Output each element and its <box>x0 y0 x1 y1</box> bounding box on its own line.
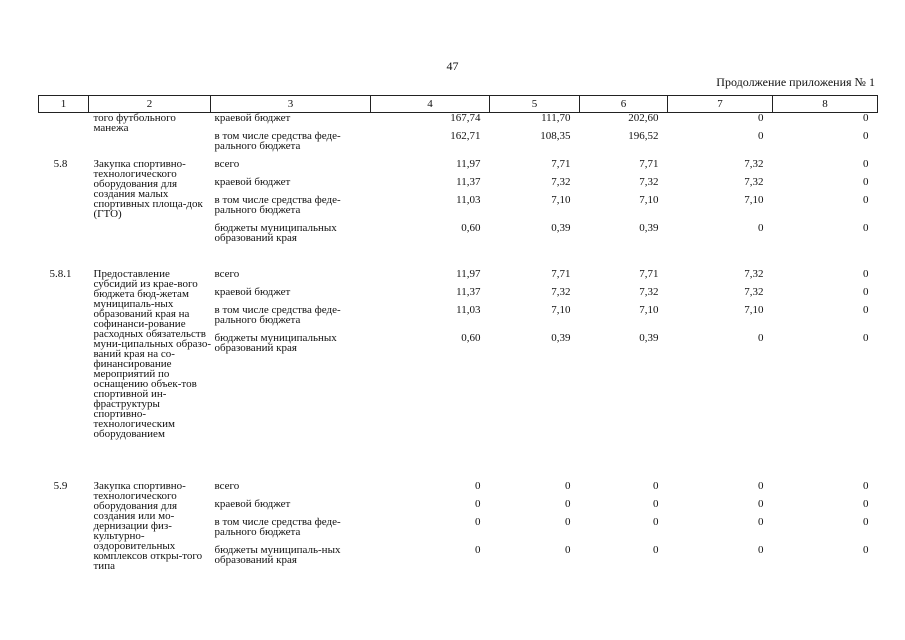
value-cell: 167,74 <box>450 112 481 124</box>
value-cell: 0 <box>863 222 869 234</box>
item-name-cell <box>89 113 211 160</box>
value-cell: 0 <box>653 498 659 510</box>
value-cell: 11,03 <box>456 304 481 316</box>
value-cell: 7,71 <box>551 158 571 170</box>
item-name: того футбольного манежа <box>93 112 176 134</box>
header-cell: 6 <box>580 96 668 113</box>
header-cell: 1 <box>39 96 89 113</box>
value-cell: 0 <box>653 544 659 556</box>
value-cell: 0 <box>565 498 571 510</box>
table-row <box>39 113 878 132</box>
value-cell: 7,32 <box>744 268 764 280</box>
value-cell: 0 <box>758 498 764 510</box>
value-cell: 0 <box>565 480 571 492</box>
value-cell: 11,97 <box>456 268 481 280</box>
value-cell: 0 <box>863 130 869 142</box>
value-cell: 7,32 <box>744 286 764 298</box>
item-code: 5.8.1 <box>49 268 72 280</box>
value-cell: 0 <box>863 176 869 188</box>
value-cell: 0 <box>653 516 659 528</box>
value-cell: 7,71 <box>639 268 659 280</box>
value-cell: 0 <box>758 222 764 234</box>
value-cell: 7,10 <box>551 304 571 316</box>
value-cell: 202,60 <box>628 112 659 124</box>
item-name: Закупка спортивно-технологического оборудования для создания или мо-дернизации физ-культурно-оздоровительных комплексов откры-того типа <box>93 480 203 572</box>
value-cell: 0 <box>653 480 659 492</box>
table-row <box>39 159 878 177</box>
value-cell: 0,39 <box>551 222 571 234</box>
value-cell: 7,10 <box>639 194 659 206</box>
table-row <box>39 269 878 287</box>
value-cell: 7,32 <box>744 158 764 170</box>
value-cell: 7,32 <box>639 176 659 188</box>
funding-source: всего <box>214 158 240 170</box>
value-cell: 7,71 <box>639 158 659 170</box>
value-cell: 0 <box>758 544 764 556</box>
value-cell: 11,97 <box>456 158 481 170</box>
value-cell: 0 <box>758 130 764 142</box>
value-cell: 0 <box>863 544 869 556</box>
page-number: 47 <box>446 59 459 73</box>
funding-source: краевой бюджет <box>214 176 291 188</box>
funding-source: всего <box>214 480 240 492</box>
item-code: 5.8 <box>53 158 68 170</box>
value-cell: 196,52 <box>628 130 659 142</box>
funding-source: в том числе средства феде-рального бюджета <box>214 516 341 538</box>
value-cell: 11,37 <box>456 286 481 298</box>
header-cell: 7 <box>668 96 773 113</box>
value-cell: 0,39 <box>551 332 571 344</box>
header-cell: 3 <box>211 96 371 113</box>
value-cell: 7,71 <box>551 268 571 280</box>
header-cell: 5 <box>490 96 580 113</box>
item-code <box>39 113 89 132</box>
item-name: Предоставление субсидий из крае-вого бюджета бюд-жетам муниципаль-ных образований края на софинанси-рование расходных обязательств муни-ципальных образо-ваний края на со-финансирование мероприятий по оснащению объек-тов спортивной ин-фраструктуры спортивно-технологическим оборудованием <box>93 268 211 440</box>
item-name-cell <box>89 481 211 573</box>
header-cell: 8 <box>773 96 878 113</box>
table-row <box>39 481 878 499</box>
funding-source: краевой бюджет <box>214 112 291 124</box>
funding-source: краевой бюджет <box>214 498 291 510</box>
funding-source: краевой бюджет <box>214 286 291 298</box>
funding-source: в том числе средства феде-рального бюджета <box>214 194 341 216</box>
value-cell: 0,39 <box>639 222 659 234</box>
value-cell: 0 <box>863 480 869 492</box>
funding-source: бюджеты муниципальных образований края <box>214 222 337 244</box>
value-cell: 7,32 <box>744 176 764 188</box>
value-cell: 7,32 <box>639 286 659 298</box>
value-cell: 0 <box>863 268 869 280</box>
item-name-cell <box>89 159 211 269</box>
header-cell: 4 <box>371 96 490 113</box>
value-cell: 7,10 <box>744 194 764 206</box>
value-cell: 0 <box>863 332 869 344</box>
value-cell: 7,32 <box>551 176 571 188</box>
item-name: Закупка спортивно-технологического оборудования для создания малых спортивных площа-док (ГТО) <box>93 158 203 220</box>
value-cell: 0 <box>475 516 481 528</box>
budget-table <box>38 95 878 573</box>
value-cell: 0,39 <box>639 332 659 344</box>
table-header <box>39 96 878 113</box>
value-cell: 0 <box>863 286 869 298</box>
value-cell: 7,32 <box>551 286 571 298</box>
value-cell: 0 <box>565 544 571 556</box>
funding-source: бюджеты муниципальных образований края <box>214 332 337 354</box>
value-cell: 0 <box>863 112 869 124</box>
value-cell: 108,35 <box>540 130 571 142</box>
value-cell: 7,10 <box>744 304 764 316</box>
funding-source: всего <box>214 268 240 280</box>
value-cell: 0 <box>758 516 764 528</box>
value-cell: 0 <box>475 498 481 510</box>
value-cell: 0 <box>758 112 764 124</box>
value-cell: 0 <box>475 480 481 492</box>
value-cell: 111,70 <box>541 112 571 124</box>
value-cell: 0 <box>863 194 869 206</box>
value-cell: 11,03 <box>456 194 481 206</box>
funding-source: в том числе средства феде- рального бюджета <box>214 130 341 152</box>
continuation-label: Продолжение приложения № 1 <box>716 75 875 89</box>
value-cell: 0,60 <box>461 222 481 234</box>
value-cell: 0,60 <box>461 332 481 344</box>
header-cell: 2 <box>89 96 211 113</box>
funding-source: в том числе средства феде-рального бюджета <box>214 304 341 326</box>
value-cell: 0 <box>863 304 869 316</box>
value-cell: 0 <box>863 498 869 510</box>
value-cell: 0 <box>565 516 571 528</box>
value-cell: 0 <box>758 480 764 492</box>
value-cell: 0 <box>758 332 764 344</box>
value-cell: 7,10 <box>551 194 571 206</box>
item-code: 5.9 <box>53 480 68 492</box>
funding-source: бюджеты муниципаль-ных образований края <box>214 544 341 566</box>
item-name-cell <box>89 269 211 481</box>
value-cell: 0 <box>863 516 869 528</box>
value-cell: 7,10 <box>639 304 659 316</box>
value-cell: 0 <box>475 544 481 556</box>
value-cell: 11,37 <box>456 176 481 188</box>
value-cell: 0 <box>863 158 869 170</box>
value-cell: 162,71 <box>450 130 481 142</box>
